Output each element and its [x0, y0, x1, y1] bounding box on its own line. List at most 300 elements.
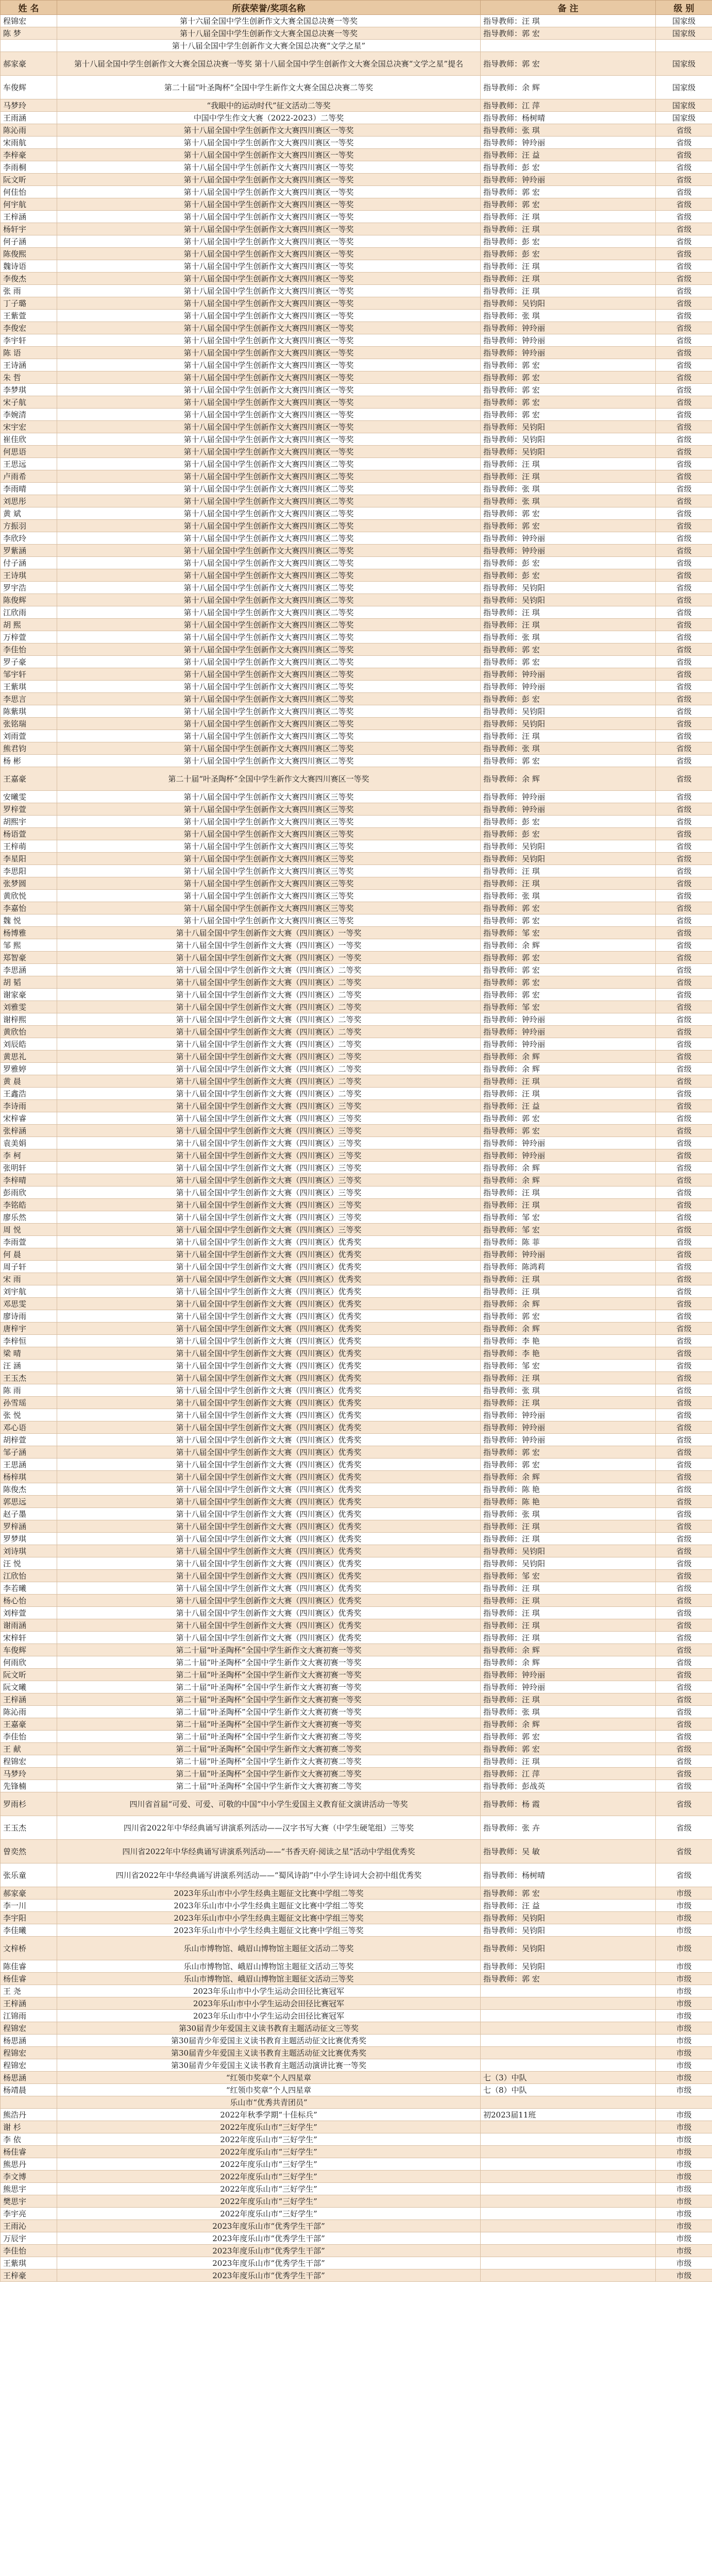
cell-award: 第十八届全国中学生创新作文大赛（四川赛区）三等奖	[57, 1224, 481, 1236]
table-row	[1, 619, 712, 631]
cell-level: 省级	[656, 1335, 712, 1347]
cell-award: 第十八届全国中学生创新作文大赛四川赛区一等奖	[57, 186, 481, 198]
table-row	[1, 1960, 712, 1973]
cell-name: 张乐童	[1, 1863, 57, 1887]
table-row	[1, 840, 712, 853]
table-row	[1, 99, 712, 112]
cell-level: 省级	[656, 483, 712, 495]
table-row	[1, 1384, 712, 1397]
cell-level: 省级	[656, 1001, 712, 1013]
table-row	[1, 569, 712, 582]
cell-award: 第十八届全国中学生创新作文大赛（四川赛区）优秀奖	[57, 1248, 481, 1261]
cell-award: 第十八届全国中学生创新作文大赛（四川赛区）优秀奖	[57, 1508, 481, 1520]
cell-name: 李铭皓	[1, 1199, 57, 1211]
cell-note: 指导教师：钟玲丽	[481, 137, 656, 149]
cell-note: 指导教师：郭 宏	[481, 186, 656, 198]
cell-award: 第十八届全国中学生创新作文大赛（四川赛区）优秀奖	[57, 1471, 481, 1483]
cell-name: 李佳怡	[1, 1731, 57, 1743]
table-row	[1, 1187, 712, 1199]
cell-award: 第十八届全国中学生创新作文大赛（四川赛区）优秀奖	[57, 1545, 481, 1557]
cell-name: 方振羽	[1, 520, 57, 532]
table-row	[1, 594, 712, 606]
cell-level: 省级	[656, 890, 712, 902]
cell-note: 指导教师：汪 琪	[481, 260, 656, 273]
table-row	[1, 1224, 712, 1236]
cell-award: 第十八届全国中学生创新作文大赛（四川赛区）优秀奖	[57, 1409, 481, 1421]
cell-note	[481, 2269, 656, 2282]
table-row	[1, 816, 712, 828]
cell-name: 陈 梦	[1, 27, 57, 40]
cell-name: 谢梓熙	[1, 1013, 57, 1026]
cell-name: 李若曦	[1, 1582, 57, 1595]
cell-name: 万梓萱	[1, 631, 57, 643]
table-row	[1, 1816, 712, 1840]
table-row	[1, 2084, 712, 2096]
table-row	[1, 1595, 712, 1607]
table-row	[1, 1026, 712, 1038]
cell-note: 指导教师：汪 琪	[481, 1755, 656, 1768]
cell-note: 指导教师：郭 宏	[481, 384, 656, 396]
cell-note: 指导教师：钟玲丽	[481, 1026, 656, 1038]
cell-award: 第十八届全国中学生创新作文大赛四川赛区一等奖	[57, 396, 481, 409]
cell-level: 省级	[656, 1100, 712, 1112]
cell-level: 省级	[656, 1162, 712, 1174]
cell-name: 汪 悦	[1, 1557, 57, 1570]
cell-note	[481, 2035, 656, 2047]
cell-note	[481, 2257, 656, 2269]
cell-name: 李梓晴	[1, 1174, 57, 1187]
table-row	[1, 1545, 712, 1557]
table-row	[1, 1924, 712, 1937]
cell-level: 市级	[656, 2047, 712, 2059]
table-row	[1, 890, 712, 902]
cell-note: 指导教师：余 辉	[481, 1174, 656, 1187]
cell-name: 周 悦	[1, 1224, 57, 1236]
cell-award: 第二十届“叶圣陶杯”全国中学生新作文大赛四川赛区一等奖	[57, 767, 481, 791]
cell-award: 第十八届全国中学生创新作文大赛（四川赛区）优秀奖	[57, 1384, 481, 1397]
table-row	[1, 2171, 712, 2183]
cell-name: 梁 晴	[1, 1347, 57, 1360]
cell-name: 马梦玲	[1, 99, 57, 112]
cell-level: 省级	[656, 656, 712, 668]
cell-note: 指导教师：汪 琪	[481, 223, 656, 235]
table-row	[1, 1162, 712, 1174]
cell-note: 指导教师：郭 宏	[481, 396, 656, 409]
cell-award: 四川省2022年中华经典诵写讲演系列活动——汉字书写大赛（中学生硬笔组）三等奖	[57, 1816, 481, 1840]
table-row	[1, 582, 712, 594]
cell-note: 指导教师：郭 宏	[481, 198, 656, 211]
table-row	[1, 1211, 712, 1224]
cell-note: 指导教师：钟玲丽	[481, 681, 656, 693]
cell-level: 省级	[656, 1731, 712, 1743]
cell-award: 第十八届全国中学生创新作文大赛四川赛区一等奖	[57, 235, 481, 248]
cell-note: 指导教师：余 辉	[481, 1323, 656, 1335]
table-row	[1, 1582, 712, 1595]
cell-level: 省级	[656, 606, 712, 619]
cell-level: 省级	[656, 1421, 712, 1434]
cell-level: 省级	[656, 853, 712, 865]
cell-level	[656, 40, 712, 52]
cell-note: 指导教师：吴钧阳	[481, 1545, 656, 1557]
cell-level: 市级	[656, 1960, 712, 1973]
cell-name: 王 献	[1, 1743, 57, 1755]
cell-note: 指导教师：郭 宏	[481, 507, 656, 520]
cell-note: 指导教师：张 琪	[481, 1508, 656, 1520]
cell-name: 丁子璐	[1, 297, 57, 310]
cell-level: 省级	[656, 952, 712, 964]
cell-note: 指导教师：汪 琪	[481, 1285, 656, 1298]
cell-level: 省级	[656, 470, 712, 483]
table-row	[1, 1360, 712, 1372]
cell-note: 指导教师：郭 宏	[481, 656, 656, 668]
cell-note: 指导教师：汪 琪	[481, 1607, 656, 1619]
cell-award: 第十八届全国中学生创新作文大赛（四川赛区）优秀奖	[57, 1619, 481, 1632]
cell-level: 省级	[656, 235, 712, 248]
cell-award: 第二十届“叶圣陶杯”全国中学生新作文大赛初赛二等奖	[57, 1780, 481, 1792]
table-row	[1, 1681, 712, 1693]
cell-award: 第十八届全国中学生创新作文大赛四川赛区三等奖	[57, 877, 481, 890]
cell-note: 指导教师：汪 益	[481, 149, 656, 161]
cell-level: 市级	[656, 2220, 712, 2232]
table-row	[1, 2096, 712, 2109]
cell-name: 李佳曦	[1, 1924, 57, 1937]
cell-note: 指导教师：吴钧阳	[481, 1937, 656, 1960]
cell-level: 省级	[656, 1619, 712, 1632]
cell-name: 李佳怡	[1, 643, 57, 656]
cell-note: 指导教师：余 辉	[481, 1298, 656, 1310]
cell-level: 省级	[656, 693, 712, 705]
cell-note: 指导教师：邹 宏	[481, 1360, 656, 1372]
cell-level: 省级	[656, 643, 712, 656]
cell-level: 省级	[656, 1273, 712, 1285]
cell-level: 省级	[656, 1125, 712, 1137]
cell-level: 省级	[656, 730, 712, 742]
cell-name: 李思阳	[1, 865, 57, 877]
cell-note: 指导教师：陈鸿莉	[481, 1261, 656, 1273]
cell-level: 市级	[656, 2059, 712, 2072]
cell-note: 指导教师：彭 宏	[481, 828, 656, 840]
cell-name: 陈沁雨	[1, 124, 57, 137]
cell-note: 指导教师：汪 琪	[481, 470, 656, 483]
cell-level: 省级	[656, 161, 712, 174]
table-row	[1, 470, 712, 483]
cell-award: 第十八届全国中学生创新作文大赛四川赛区二等奖	[57, 470, 481, 483]
cell-award: 第十八届全国中学生创新作文大赛四川赛区一等奖	[57, 371, 481, 384]
cell-name: 程锦宏	[1, 15, 57, 27]
cell-level: 省级	[656, 742, 712, 755]
cell-name: 郝家豪	[1, 1887, 57, 1900]
cell-level: 市级	[656, 2084, 712, 2096]
cell-note: 指导教师：汪 琪	[481, 1619, 656, 1632]
cell-name: 程锦宏	[1, 2059, 57, 2072]
cell-level: 省级	[656, 1088, 712, 1100]
cell-award: 第十八届全国中学生创新作文大赛四川赛区三等奖	[57, 791, 481, 803]
cell-note: 指导教师：吴钧阳	[481, 705, 656, 718]
cell-note: 指导教师：钟玲丽	[481, 668, 656, 681]
cell-name: 胡 韬	[1, 976, 57, 989]
cell-award: 2023年乐山市中小学生经典主题征文比赛中学组三等奖	[57, 1912, 481, 1924]
cell-level: 省级	[656, 1397, 712, 1409]
cell-level: 省级	[656, 927, 712, 939]
cell-award: 第十八届全国中学生创新作文大赛（四川赛区）优秀奖	[57, 1520, 481, 1533]
cell-name: 谢家豪	[1, 989, 57, 1001]
table-row	[1, 161, 712, 174]
cell-note: 指导教师：彭 宏	[481, 235, 656, 248]
cell-name: 何子涵	[1, 235, 57, 248]
cell-note: 指导教师：汪 琪	[481, 1397, 656, 1409]
cell-level: 省级	[656, 1816, 712, 1840]
table-row	[1, 1137, 712, 1149]
table-row	[1, 681, 712, 693]
table-row	[1, 507, 712, 520]
cell-award: 第十八届全国中学生创新作文大赛（四川赛区）优秀奖	[57, 1632, 481, 1644]
cell-name: 何佳怡	[1, 186, 57, 198]
cell-award: 第十八届全国中学生创新作文大赛（四川赛区）二等奖	[57, 1088, 481, 1100]
cell-award: 第二十届“叶圣陶杯”全国中学生新作文大赛初赛一等奖	[57, 1656, 481, 1669]
cell-note	[481, 2059, 656, 2072]
cell-name: 黄 晨	[1, 1075, 57, 1088]
table-row	[1, 643, 712, 656]
cell-level: 省级	[656, 371, 712, 384]
cell-name: 刘梓萱	[1, 1607, 57, 1619]
cell-award: 乐山市“优秀共青团员”	[57, 2096, 481, 2109]
table-row	[1, 1236, 712, 1248]
cell-level: 省级	[656, 668, 712, 681]
cell-level: 省级	[656, 1261, 712, 1273]
cell-level: 省级	[656, 1360, 712, 1372]
cell-award: 第十八届全国中学生创新作文大赛（四川赛区）优秀奖	[57, 1557, 481, 1570]
cell-note: 指导教师：汪 琪	[481, 1199, 656, 1211]
cell-award: 第二十届“叶圣陶杯”全国中学生新作文大赛初赛一等奖	[57, 1693, 481, 1706]
cell-award: 第十八届全国中学生创新作文大赛四川赛区二等奖	[57, 606, 481, 619]
cell-name: 熊浩丹	[1, 2109, 57, 2121]
cell-name: 李欣玲	[1, 532, 57, 545]
cell-level: 省级	[656, 1706, 712, 1718]
cell-note: 指导教师：汪 琪	[481, 730, 656, 742]
table-row	[1, 1397, 712, 1409]
cell-level: 省级	[656, 1863, 712, 1887]
cell-award: 第十八届全国中学生创新作文大赛（四川赛区）三等奖	[57, 1137, 481, 1149]
table-row	[1, 2010, 712, 2022]
cell-award: 第十八届全国中学生创新作文大赛（四川赛区）优秀奖	[57, 1595, 481, 1607]
cell-name: 袁美娟	[1, 1137, 57, 1149]
table-row	[1, 1718, 712, 1731]
cell-level: 市级	[656, 2171, 712, 2183]
cell-name: 何雨欣	[1, 1656, 57, 1669]
cell-level: 市级	[656, 2035, 712, 2047]
cell-award: 第十八届全国中学生创新作文大赛（四川赛区）优秀奖	[57, 1347, 481, 1360]
table-row	[1, 1063, 712, 1075]
cell-note: 指导教师：钟玲丽	[481, 1248, 656, 1261]
cell-note: 指导教师：汪 琪	[481, 606, 656, 619]
cell-award: 第十八届全国中学生创新作文大赛四川赛区一等奖	[57, 409, 481, 421]
cell-level: 省级	[656, 803, 712, 816]
cell-note: 指导教师：钟玲丽	[481, 347, 656, 359]
cell-name: 李梦琪	[1, 384, 57, 396]
cell-award: 第十八届全国中学生创新作文大赛四川赛区一等奖	[57, 421, 481, 433]
cell-level: 省级	[656, 976, 712, 989]
cell-note	[481, 2010, 656, 2022]
cell-note: 指导教师：郭 宏	[481, 1459, 656, 1471]
cell-note: 指导教师：张 卉	[481, 1816, 656, 1840]
cell-name: 付子涵	[1, 557, 57, 569]
table-row	[1, 2257, 712, 2269]
cell-level: 省级	[656, 347, 712, 359]
cell-award: “我眼中的运动时代”征文活动二等奖	[57, 99, 481, 112]
table-row	[1, 520, 712, 532]
cell-name: 卢雨希	[1, 470, 57, 483]
cell-note: 初2023届11班	[481, 2109, 656, 2121]
cell-name: 李嘉怡	[1, 902, 57, 914]
cell-name: 邓思雯	[1, 1298, 57, 1310]
cell-name: 宋雨航	[1, 137, 57, 149]
cell-award: 2023年乐山市中小学生经典主题征文比赛中学组三等奖	[57, 1924, 481, 1937]
cell-note: 指导教师：郭 宏	[481, 27, 656, 40]
cell-level: 省级	[656, 1545, 712, 1557]
cell-level: 省级	[656, 1508, 712, 1520]
cell-award: 第十八届全国中学生创新作文大赛四川赛区二等奖	[57, 520, 481, 532]
cell-note: 指导教师：汪 琪	[481, 1187, 656, 1199]
cell-award: 第二十届“叶圣陶杯”全国中学生新作文大赛初赛一等奖	[57, 1718, 481, 1731]
cell-note: 指导教师：吴钧阳	[481, 718, 656, 730]
cell-note: 指导教师：汪 琪	[481, 273, 656, 285]
table-row	[1, 1863, 712, 1887]
cell-note: 指导教师：李 艳	[481, 1335, 656, 1347]
cell-level: 省级	[656, 297, 712, 310]
cell-award: 第十八届全国中学生创新作文大赛四川赛区三等奖	[57, 890, 481, 902]
cell-name: 陈俊熙	[1, 248, 57, 260]
table-row	[1, 248, 712, 260]
cell-level: 市级	[656, 2121, 712, 2133]
table-row	[1, 433, 712, 446]
cell-award: 第十八届全国中学生创新作文大赛四川赛区二等奖	[57, 458, 481, 470]
cell-award: 第十八届全国中学生创新作文大赛四川赛区二等奖	[57, 483, 481, 495]
cell-note: 指导教师：邹 宏	[481, 1224, 656, 1236]
cell-level: 省级	[656, 1434, 712, 1446]
cell-level: 省级	[656, 1792, 712, 1816]
cell-award: 第十八届全国中学生创新作文大赛（四川赛区）优秀奖	[57, 1582, 481, 1595]
table-row	[1, 730, 712, 742]
cell-level: 省级	[656, 619, 712, 631]
cell-award: 第十八届全国中学生创新作文大赛（四川赛区）二等奖	[57, 1075, 481, 1088]
cell-level: 省级	[656, 1063, 712, 1075]
cell-level: 省级	[656, 1595, 712, 1607]
cell-name: 李思言	[1, 693, 57, 705]
table-row	[1, 2133, 712, 2146]
cell-award: 第十八届全国中学生创新作文大赛四川赛区一等奖	[57, 198, 481, 211]
table-row	[1, 1607, 712, 1619]
cell-note: 指导教师：汪 琪	[481, 865, 656, 877]
table-row	[1, 1261, 712, 1273]
cell-award: 2023年乐山市中小学生运动会田径比赛冠军	[57, 2010, 481, 2022]
table-row	[1, 1483, 712, 1496]
cell-note	[481, 2096, 656, 2109]
table-row	[1, 76, 712, 99]
cell-note: 指导教师：汪 益	[481, 1100, 656, 1112]
table-row	[1, 124, 712, 137]
cell-name: 安曦雯	[1, 791, 57, 803]
cell-note: 指导教师：彭 宏	[481, 161, 656, 174]
cell-award: 第十八届全国中学生创新作文大赛四川赛区二等奖	[57, 594, 481, 606]
table-row	[1, 1013, 712, 1026]
cell-level: 市级	[656, 1985, 712, 1997]
cell-name: 江欣雨	[1, 606, 57, 619]
cell-level: 市级	[656, 1900, 712, 1912]
cell-note: 指导教师：彭 宏	[481, 569, 656, 582]
cell-note: 指导教师：钟玲丽	[481, 1149, 656, 1162]
cell-name: 李文博	[1, 2171, 57, 2183]
cell-level: 省级	[656, 939, 712, 952]
cell-award: 第十八届全国中学生创新作文大赛（四川赛区）优秀奖	[57, 1285, 481, 1298]
cell-name: 黄 斌	[1, 507, 57, 520]
cell-level: 省级	[656, 137, 712, 149]
cell-level: 省级	[656, 198, 712, 211]
table-row	[1, 223, 712, 235]
table-row	[1, 211, 712, 223]
cell-award: 第十八届全国中学生创新作文大赛四川赛区一等奖	[57, 211, 481, 223]
cell-note: 指导教师：余 辉	[481, 1063, 656, 1075]
cell-name: 王梓豪	[1, 2269, 57, 2282]
cell-note: 指导教师：钟玲丽	[481, 1038, 656, 1050]
cell-award: 四川省首届“可爱、可爱、可敬的中国”中小学生爱国主义教育征文演讲活动一等奖	[57, 1792, 481, 1816]
cell-level: 省级	[656, 1187, 712, 1199]
table-row	[1, 396, 712, 409]
cell-level: 省级	[656, 1496, 712, 1508]
cell-name: 廖乐然	[1, 1211, 57, 1224]
table-row	[1, 2035, 712, 2047]
cell-name: 王诗涵	[1, 359, 57, 371]
cell-award: 2023年乐山市中小学生经典主题征文比赛中学组二等奖	[57, 1900, 481, 1912]
cell-name: 邹子涵	[1, 1446, 57, 1459]
cell-note: 指导教师：彭 宏	[481, 248, 656, 260]
cell-note: 指导教师：郭 宏	[481, 952, 656, 964]
cell-note: 指导教师：余 辉	[481, 76, 656, 99]
table-row	[1, 15, 712, 27]
cell-award: 第十八届全国中学生创新作文大赛（四川赛区）优秀奖	[57, 1446, 481, 1459]
table-row	[1, 1421, 712, 1434]
cell-award: 第十八届全国中学生创新作文大赛（四川赛区）优秀奖	[57, 1335, 481, 1347]
cell-name: 胡熙宇	[1, 816, 57, 828]
cell-note	[481, 2171, 656, 2183]
cell-award: 第二十届“叶圣陶杯”全国中学生新作文大赛初赛二等奖	[57, 1743, 481, 1755]
cell-note: 指导教师：郭 宏	[481, 643, 656, 656]
cell-name: 王思远	[1, 458, 57, 470]
cell-award: 第十八届全国中学生创新作文大赛四川赛区一等奖	[57, 433, 481, 446]
table-row	[1, 742, 712, 755]
cell-name: 先锋楠	[1, 1780, 57, 1792]
cell-level: 省级	[656, 1236, 712, 1248]
cell-note: 指导教师：吴钧阳	[481, 594, 656, 606]
cell-name: 朱 哲	[1, 371, 57, 384]
cell-level: 市级	[656, 2146, 712, 2158]
table-row	[1, 767, 712, 791]
cell-level: 省级	[656, 396, 712, 409]
cell-note: 指导教师：钟玲丽	[481, 334, 656, 347]
table-row	[1, 1100, 712, 1112]
table-row	[1, 285, 712, 297]
cell-award: 2022年度乐山市“三好学生”	[57, 2158, 481, 2171]
cell-award: 第十八届全国中学生创新作文大赛（四川赛区）二等奖	[57, 1063, 481, 1075]
cell-note: 指导教师：郭 宏	[481, 964, 656, 976]
cell-level: 省级	[656, 1644, 712, 1656]
cell-level: 省级	[656, 124, 712, 137]
cell-note: 指导教师：汪 琪	[481, 15, 656, 27]
table-row	[1, 2022, 712, 2035]
cell-award: 第十八届全国中学生创新作文大赛四川赛区一等奖	[57, 334, 481, 347]
cell-note: 指导教师：郭 宏	[481, 755, 656, 767]
table-row	[1, 2269, 712, 2282]
cell-note: 指导教师：吴钧阳	[481, 1960, 656, 1973]
